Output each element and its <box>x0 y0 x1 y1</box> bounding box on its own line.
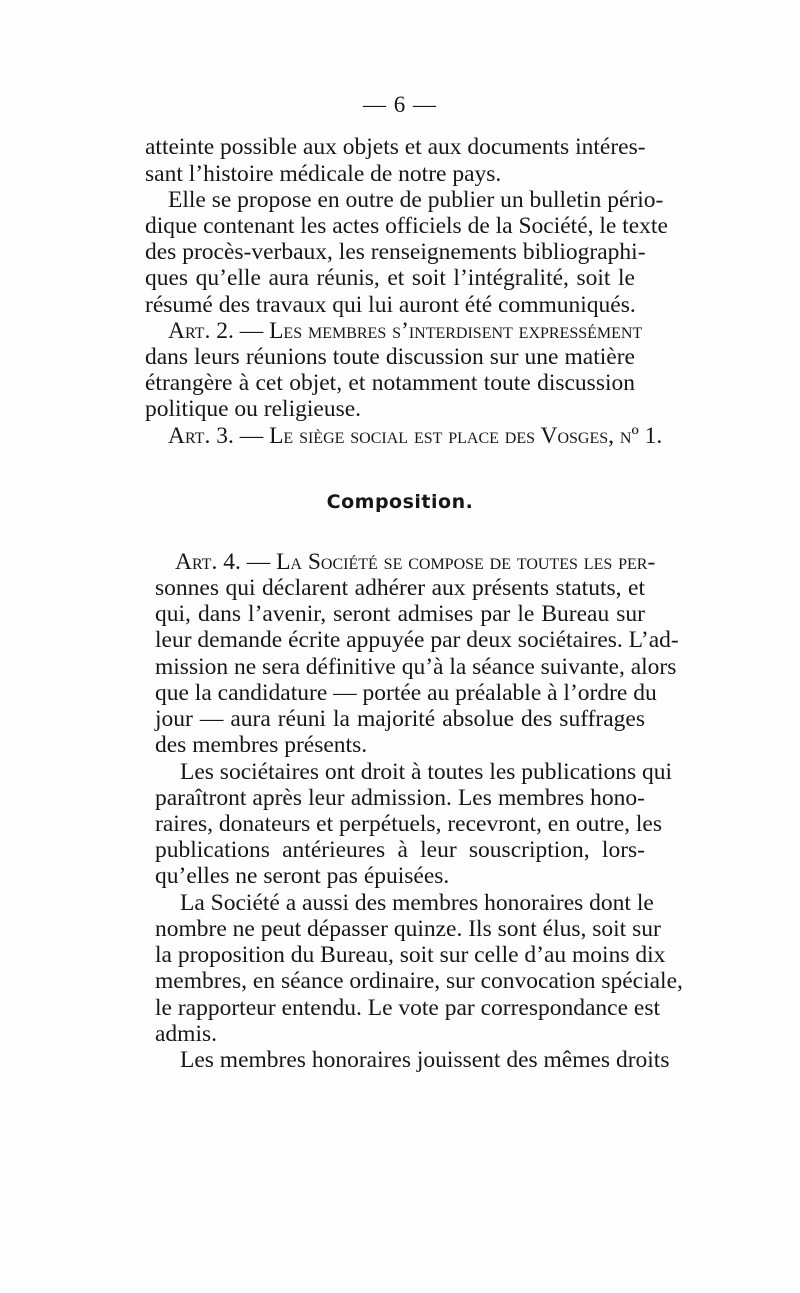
text-line: admis. <box>155 1021 218 1047</box>
text-line: membres, en séance ordinaire, sur convocation spéciale, <box>155 968 683 994</box>
text-line: Les membres honoraires jouissent des mêmes droits <box>180 1047 670 1073</box>
text-line: Elle se propose en outre de publier un bulletin pério- <box>168 187 664 213</box>
text-line: la proposition du Bureau, soit sur celle d’au moins dix <box>155 942 666 968</box>
text-line: étrangère à cet objet, et notamment toute discussion <box>145 370 635 396</box>
text-line: publications antérieures à leur souscription, lors- <box>155 837 645 863</box>
text-line: Les sociétaires ont droit à toutes les publications qui <box>180 759 673 785</box>
text-line: atteinte possible aux objets et aux documents intéres- <box>145 134 646 160</box>
text-line: jour — aura réuni la majorité absolue des suffrages <box>155 706 645 732</box>
text-line: qui, dans l’avenir, seront admises par le Bureau sur <box>155 601 645 627</box>
section-heading: Composition. <box>326 491 474 513</box>
text-line: leur demande écrite appuyée par deux sociétaires. L’ad- <box>155 627 679 653</box>
text-line: sant l’histoire médicale de notre pays. <box>145 161 502 187</box>
page-number: — 6 — <box>363 92 437 117</box>
text-line: qu’elles ne seront pas épuisées. <box>155 863 450 889</box>
text-line: Art. 2. — Les membres s’interdisent expressément <box>168 318 643 344</box>
text-line: des procès-verbaux, les renseignements bibliographi- <box>145 239 646 265</box>
text-line: dans leurs réunions toute discussion sur une matière <box>145 344 635 370</box>
text-line: sonnes qui déclarent adhérer aux présents statuts, et <box>155 575 645 601</box>
text-line: Art. 4. — La Société se compose de toutes les per- <box>175 549 656 575</box>
text-line: ques qu’elle aura réunis, et soit l’intégralité, soit le <box>145 265 635 291</box>
text-line: politique ou religieuse. <box>145 396 362 422</box>
text-line: dique contenant les actes officiels de la Société, le texte <box>145 213 668 239</box>
text-line: des membres présents. <box>155 732 368 758</box>
text-line: que la candidature — portée au préalable à l’ordre du <box>155 680 657 706</box>
text-line: La Société a aussi des membres honoraires dont le <box>180 890 654 916</box>
text-line: mission ne sera définitive qu’à la séance suivante, alors <box>155 654 677 680</box>
text-line: Art. 3. — Le siège social est place des Vosges, nº 1. <box>168 423 663 449</box>
text-line: nombre ne peut dépasser quinze. Ils sont élus, soit sur <box>155 916 661 942</box>
text-line: raires, donateurs et perpétuels, recevront, en outre, les <box>155 811 662 837</box>
text-line: paraîtront après leur admission. Les membres hono- <box>155 785 645 811</box>
text-line: le rapporteur entendu. Le vote par correspondance est <box>155 995 661 1021</box>
text-line: résumé des travaux qui lui auront été communiqués. <box>145 292 636 318</box>
